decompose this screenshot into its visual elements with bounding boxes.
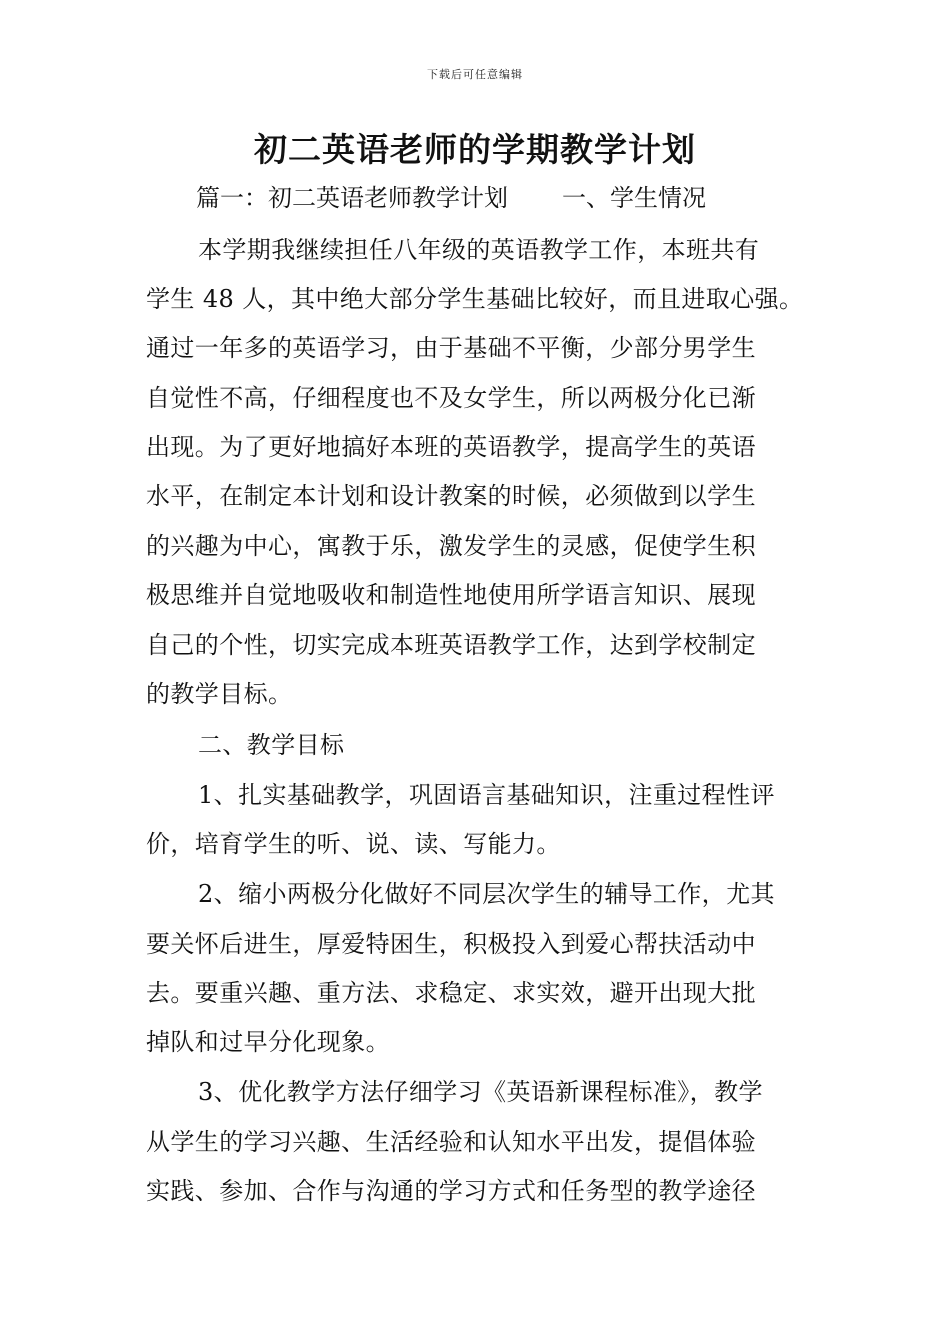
body-line: 2、缩小两极分化做好不同层次学生的辅导工作，尤其	[198, 880, 775, 908]
body-line: 通过一年多的英语学习，由于基础不平衡，少部分男学生	[146, 334, 756, 362]
body-line: 自己的个性，切实完成本班英语教学工作，达到学校制定	[146, 631, 756, 659]
body-line: 要关怀后进生，厚爱特困生，积极投入到爱心帮扶活动中	[146, 930, 756, 958]
subtitle-part-2: 一、学生情况	[562, 184, 706, 212]
body-line: 出现。为了更好地搞好本班的英语教学，提高学生的英语	[146, 433, 756, 461]
body-line: 本学期我继续担任八年级的英语教学工作，本班共有	[198, 236, 760, 264]
body-line: 3、优化教学方法仔细学习《英语新课程标准》，教学	[198, 1078, 763, 1106]
body-line: 的教学目标。	[146, 680, 293, 708]
body-line: 的兴趣为中心，寓教于乐，激发学生的灵感，促使学生积	[146, 532, 756, 560]
body-line: 价，培育学生的听、说、读、写能力。	[146, 830, 561, 858]
body-line: 从学生的学习兴趣、生活经验和认知水平出发，提倡体验	[146, 1128, 756, 1156]
body-line: 1、扎实基础教学，巩固语言基础知识，注重过程性评	[198, 781, 775, 809]
body-line: 极思维并自觉地吸收和制造性地使用所学语言知识、展现	[146, 581, 756, 609]
subtitle-part-1: 篇一：初二英语老师教学计划	[196, 184, 508, 212]
body-line: 自觉性不高，仔细程度也不及女学生，所以两极分化已渐	[146, 384, 756, 412]
body-line: 水平，在制定本计划和设计教案的时候，必须做到以学生	[146, 482, 756, 510]
body-line: 学生 48 人，其中绝大部分学生基础比较好，而且进取心强。	[146, 285, 804, 313]
section-heading: 二、教学目标	[198, 731, 345, 759]
document-title: 初二英语老师的学期教学计划	[254, 130, 696, 169]
body-line: 掉队和过早分化现象。	[146, 1028, 390, 1056]
document-subtitle	[196, 180, 706, 216]
body-line: 实践、参加、合作与沟通的学习方式和任务型的教学途径	[146, 1177, 756, 1205]
header-note: 下载后可任意编辑	[427, 68, 523, 81]
body-line: 去。要重兴趣、重方法、求稳定、求实效，避开出现大批	[146, 979, 756, 1007]
